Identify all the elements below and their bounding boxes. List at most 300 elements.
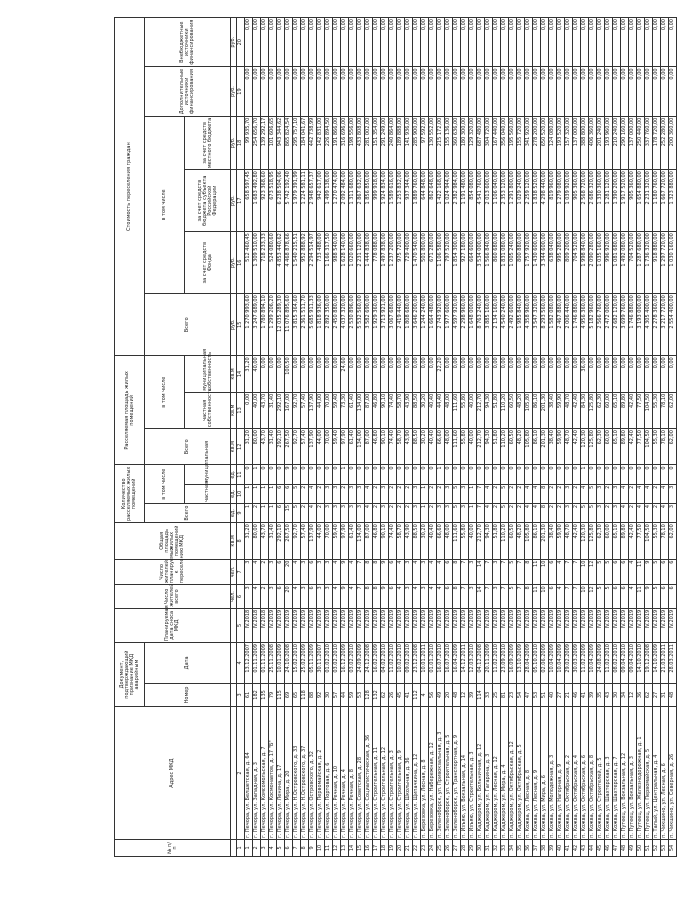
table-cell: 100,50 (285, 356, 293, 392)
table-cell: IV.2019 (301, 608, 309, 642)
table-row (445, 18, 453, 857)
table-cell: 250 440,00 (637, 116, 645, 170)
table-cell: 927 180,00 (461, 232, 469, 294)
table-cell: IV.2019 (485, 608, 493, 642)
table-row (501, 18, 509, 857)
table-cell: 38 (541, 839, 549, 856)
table-cell: 7 (485, 559, 493, 585)
table-cell: г. Печора, ул. Космонавтов, д. 17 "Б" (269, 707, 277, 840)
table-cell: 3 (493, 559, 501, 585)
table-cell: 21.03.2011 (661, 643, 669, 684)
column-number: 15 (237, 294, 245, 356)
table-cell: 137 000,00 (573, 116, 581, 170)
table-cell: 60,50 (509, 523, 517, 559)
table-cell: 97 592,00 (421, 116, 429, 170)
table-cell: IV.2019 (645, 608, 653, 642)
table-cell: 84,30 (581, 392, 589, 428)
table-cell: IV.2019 (293, 608, 301, 642)
table-cell: 11.02.2010 (389, 643, 397, 684)
table-cell: 44,00 (317, 392, 325, 428)
header-document: Документ, подтверждающий признание МКД аварийным (115, 643, 145, 707)
table-cell: 80,00 (253, 429, 261, 465)
table-row (589, 18, 597, 857)
table-cell: 141 936,00 (405, 116, 413, 170)
table-cell: 406 360,00 (589, 116, 597, 170)
table-cell: 21 (565, 683, 573, 707)
table-cell: 03.02.2010 (349, 643, 357, 684)
table-cell: 1 106 040,00 (493, 170, 501, 232)
table-cell: 24 (429, 839, 437, 856)
table-cell: 0,00 (397, 67, 405, 116)
table-cell: 61 (245, 683, 253, 707)
table-cell: 0,00 (669, 67, 677, 116)
table-row (429, 18, 437, 857)
table-cell: 200 360,00 (669, 116, 677, 170)
table-cell: 0 (485, 465, 493, 484)
table-cell: 48,70 (565, 392, 573, 428)
table-row (373, 18, 381, 857)
table-cell: 111,60 (453, 523, 461, 559)
table-cell: 8 (365, 559, 373, 585)
table-cell: 24.09.2009 (357, 643, 365, 684)
table-cell: 0,00 (469, 67, 477, 116)
table-cell: 1 566 840,00 (485, 232, 493, 294)
table-cell: 4 853 440,62 (277, 232, 285, 294)
table-cell: 22 (413, 839, 421, 856)
table-row (357, 18, 365, 857)
table-cell: 4 (397, 559, 405, 585)
table-cell: IV.2019 (533, 608, 541, 642)
table-cell: 201,30 (541, 429, 549, 465)
table-cell: 0,00 (413, 18, 421, 67)
table-cell: 0,00 (581, 67, 589, 116)
table-cell: 0,00 (357, 356, 365, 392)
table-cell: 8 (373, 585, 381, 609)
table-cell: 24.10.2008 (285, 643, 293, 684)
table-cell: 15 (285, 503, 293, 522)
table-cell: 5 (453, 503, 461, 522)
table-cell: 1 029 240,00 (517, 170, 525, 232)
table-cell: 4 358 960,00 (525, 294, 533, 356)
table-cell: 4 (661, 503, 669, 522)
table-cell: 0,00 (301, 356, 309, 392)
table-cell: 1 736 320,00 (645, 232, 653, 294)
table-cell: IV.2019 (373, 608, 381, 642)
table-cell: 111,60 (453, 429, 461, 465)
table-cell: 0,00 (645, 67, 653, 116)
table-cell: 62 (645, 683, 653, 707)
table-cell: 5 (581, 503, 589, 522)
table-cell: 2 (517, 503, 525, 522)
table-cell: 92,70 (293, 429, 301, 465)
table-cell: 316 696,00 (341, 116, 349, 170)
table-cell: 90,10 (381, 392, 389, 428)
table-cell: 139 292,17 (261, 116, 269, 170)
table-cell: 9 (309, 839, 317, 856)
table-cell: 6 (277, 585, 285, 609)
table-cell: 0,00 (373, 67, 381, 116)
table-cell: 0,00 (421, 356, 429, 392)
table-cell: 0,00 (549, 356, 557, 392)
table-cell: 155 136,00 (445, 116, 453, 170)
table-cell: 7 (573, 559, 581, 585)
table-cell: 1 746 880,00 (573, 294, 581, 356)
table-cell: 0,00 (285, 18, 293, 67)
table-cell: 0,00 (245, 392, 253, 428)
header-demolition: Планируемая дата сноса МКД (115, 608, 231, 642)
table-cell: 30.03.2009 (573, 643, 581, 684)
table-cell: 5 (589, 484, 597, 503)
table-cell: 201,30 (541, 523, 549, 559)
table-cell: 1 020 660,00 (349, 232, 357, 294)
table-cell: 3 (381, 503, 389, 522)
header-cost: Стоимость переселения граждан (115, 18, 145, 356)
table-cell: 70,00 (325, 392, 333, 428)
table-cell: 0,00 (429, 18, 437, 67)
table-cell: 15 (357, 839, 365, 856)
table-cell: 0 (605, 465, 613, 484)
table-cell: 1 106 580,00 (437, 232, 445, 294)
table-cell: 73,30 (341, 392, 349, 428)
table-cell: п. Кожва, ул. Октябрьская, д. 4 (573, 707, 581, 840)
table-cell: г. Печора, ул. Речная, д. 10 (333, 707, 341, 840)
table-row (669, 18, 677, 857)
table-cell: 918 880,00 (653, 232, 661, 294)
table-cell: 0 (501, 465, 509, 484)
table-cell: 6 238 504,06 (277, 170, 285, 232)
table-cell: 120,30 (581, 523, 589, 559)
table-cell: 15.02.2010 (293, 643, 301, 684)
table-cell: 996 920,00 (605, 232, 613, 294)
table-cell: 4 (485, 484, 493, 503)
table-cell: 673 518,95 (269, 170, 277, 232)
table-cell: 89,80 (621, 523, 629, 559)
table-cell: 3 (349, 503, 357, 522)
table-cell: 4 (533, 484, 541, 503)
unit-cell: чел. (231, 585, 237, 609)
table-cell: 13.10.2009 (517, 643, 525, 684)
table-cell: 105,80 (525, 392, 533, 428)
table-cell: п. Чикшино, ул. Лесная, д. 6 (661, 707, 669, 840)
table-cell: г. Печора, ул. Строительная, д. 12 (381, 707, 389, 840)
table-cell: 137,90 (309, 392, 317, 428)
table-cell: 3 (261, 839, 269, 856)
table-cell: 43,90 (405, 392, 413, 428)
table-cell: 0,00 (261, 67, 269, 116)
header-count-incl: в том числе (145, 465, 185, 504)
table-cell: 77,50 (637, 392, 645, 428)
table-cell: 9 (341, 559, 349, 585)
table-cell: 45 (397, 683, 405, 707)
header-cost-total: Всего (145, 294, 231, 356)
table-cell: 718 233,33 (261, 232, 269, 294)
table-cell: 29.02.2009 (565, 643, 573, 684)
table-cell: 74,40 (389, 429, 397, 465)
table-cell: 2 (605, 484, 613, 503)
table-cell: 2 (389, 484, 397, 503)
table-cell: 105,80 (525, 429, 533, 465)
table-cell: 3 547 320,00 (533, 294, 541, 356)
table-cell: 6 (613, 559, 621, 585)
table-cell: 0,00 (389, 18, 397, 67)
table-cell: 25 (493, 683, 501, 707)
table-cell: 2 (509, 484, 517, 503)
table-cell: 11 (533, 585, 541, 609)
table-cell: п. Кожва, ул. Шахтерская, д. 3 (605, 707, 613, 840)
table-cell: IV.2019 (605, 608, 613, 642)
table-cell: 3 193 000,00 (637, 294, 645, 356)
table-cell: 40 (549, 683, 557, 707)
table-cell: 1 808 680,00 (405, 294, 413, 356)
table-cell: 110,20 (501, 523, 509, 559)
table-cell: 0 (573, 465, 581, 484)
table-cell: г. Печора, ул. Ленина, д. 17 (277, 707, 285, 840)
table-cell: 254 656,70 (253, 116, 261, 170)
table-row (485, 18, 493, 857)
table-cell: 44 (341, 683, 349, 707)
table-cell: 0 (597, 465, 605, 484)
table-cell: 05.10.2010 (533, 643, 541, 684)
header-fund: за счет средств Фонда (185, 232, 231, 294)
table-cell: п. Каджером, ул. Лесная, д. 12 (493, 707, 501, 840)
table-cell: 0 (493, 465, 501, 484)
table-cell: 0,00 (477, 18, 485, 67)
table-cell: 8 (453, 559, 461, 585)
table-cell: 3 (317, 559, 325, 585)
table-cell: 70,00 (325, 429, 333, 465)
table-cell: 0 (653, 465, 661, 484)
table-cell: п. Изъяю, ул. Строительная, д. 3 (469, 707, 477, 840)
table-cell: 3 344 600,00 (541, 232, 549, 294)
table-cell: 8 (541, 503, 549, 522)
table-cell: 0 (645, 465, 653, 484)
header-area-incl: в том числе (145, 356, 185, 429)
table-cell: 2 (301, 503, 309, 522)
table-cell: 9 (381, 559, 389, 585)
table-cell: 0,00 (621, 18, 629, 67)
table-cell: 2 (397, 484, 405, 503)
table-cell: 2 090 280,00 (589, 232, 597, 294)
table-cell: 2 450 880,00 (333, 294, 341, 356)
table-cell: 48 (621, 839, 629, 856)
table-cell: 3 217 720,00 (661, 294, 669, 356)
table-cell: 3 (333, 484, 341, 503)
table-cell: 0,00 (365, 18, 373, 67)
column-number: 10 (237, 484, 245, 503)
table-cell: 2 361 511,70 (301, 294, 309, 356)
table-cell: 28.04.2009 (525, 643, 533, 684)
table-cell: 0,00 (477, 356, 485, 392)
table-cell: 291 249,00 (381, 116, 389, 170)
table-cell: IV.2019 (653, 608, 661, 642)
table-cell: 4 (525, 484, 533, 503)
table-cell: 2 (405, 484, 413, 503)
table-cell: 43 (581, 839, 589, 856)
table-cell: 137 000,00 (629, 116, 637, 170)
table-cell: 0,00 (629, 18, 637, 67)
table-cell: 5 742 192,40 (285, 170, 293, 232)
table-cell: 137,90 (309, 429, 317, 465)
table-cell: 0,00 (557, 67, 565, 116)
table-cell: 3 247 689,00 (253, 294, 261, 356)
table-cell: IV.2019 (285, 608, 293, 642)
table-row (317, 18, 325, 857)
table-cell: 0 (453, 465, 461, 484)
table-cell: 3 (461, 503, 469, 522)
table-cell: 0,00 (669, 18, 677, 67)
table-cell: 09.02.2010 (405, 643, 413, 684)
table-cell: 48,70 (565, 523, 573, 559)
table-cell: 0,00 (477, 67, 485, 116)
table-cell: 11 (637, 585, 645, 609)
column-number: 2 (237, 707, 245, 840)
table-cell: 0,00 (661, 67, 669, 116)
table-cell: 433 808,00 (357, 116, 365, 170)
table-cell: 59,40 (333, 392, 341, 428)
table-cell: 45 (597, 839, 605, 856)
column-number: 11 (237, 465, 245, 484)
table-cell: IV.2018 (261, 608, 269, 642)
table-cell: 905 360,00 (573, 170, 581, 232)
table-cell: 1 664 480,00 (429, 294, 437, 356)
table-cell: 0,00 (581, 18, 589, 67)
table-cell: 195 560,00 (509, 116, 517, 170)
table-cell: г. Печора, ул. Щипачкина, д. 12 (413, 707, 421, 840)
table-cell: 4 (645, 484, 653, 503)
table-cell: 10.04.2009 (589, 643, 597, 684)
table-cell: 9 (645, 585, 653, 609)
table-cell: 0,00 (349, 67, 357, 116)
table-cell: 1 (437, 465, 445, 484)
column-number: 19 (237, 67, 245, 116)
table-cell: 0 (445, 465, 453, 484)
table-cell: 16.07.2010 (445, 643, 453, 684)
table-cell: 1 279 080,00 (557, 170, 565, 232)
table-cell: 6 (389, 585, 397, 609)
table-cell: 08.02.2010 (613, 643, 621, 684)
table-cell: 7 (501, 585, 509, 609)
table-cell: 1 628 140,00 (341, 232, 349, 294)
table-cell: 7 (357, 559, 365, 585)
table-cell: 0,00 (405, 356, 413, 392)
table-cell: 2 (437, 484, 445, 503)
table-cell: 0,00 (429, 356, 437, 392)
table-row (261, 18, 269, 857)
table-cell: 292,10 (277, 392, 285, 428)
table-cell: 988 540,00 (333, 232, 341, 294)
table-cell: 60,00 (605, 429, 613, 465)
table-cell: 860 680,00 (493, 232, 501, 294)
table-cell: 42,40 (629, 523, 637, 559)
table-cell: 9 (341, 585, 349, 609)
table-cell: 1 430 600,00 (533, 232, 541, 294)
table-row (645, 18, 653, 857)
table-cell: IV.2019 (381, 608, 389, 642)
table-cell: 0,00 (317, 18, 325, 67)
table-cell: 1 683 492,80 (253, 170, 261, 232)
table-cell: 1 030 160,00 (669, 232, 677, 294)
table-cell: 7 (477, 503, 485, 522)
table-cell: п. Путеец, ул. Вокзальная, д. 3 (629, 707, 637, 840)
table-cell: 65 (293, 683, 301, 707)
table-cell: 0,00 (517, 67, 525, 116)
table-cell: 198 556,00 (349, 116, 357, 170)
table-cell: 12 (629, 683, 637, 707)
table-cell: 4 (533, 503, 541, 522)
table-cell: 129 320,00 (469, 116, 477, 170)
header-area-total: Всего (145, 429, 231, 465)
table-cell: 0,00 (517, 18, 525, 67)
table-cell: IV.2019 (613, 608, 621, 642)
table-cell: 114 (477, 683, 485, 707)
table-cell: 0 (245, 465, 253, 484)
table-cell: 4 (293, 585, 301, 609)
table-cell: 1 582 080,00 (549, 294, 557, 356)
table-cell: 90,10 (381, 429, 389, 465)
table-cell: 1 270 993,60 (245, 294, 253, 356)
table-cell: 0,00 (277, 67, 285, 116)
table-cell: 59,90 (557, 392, 565, 428)
table-cell: 151 354,00 (373, 116, 381, 170)
table-cell: 24.08.2009 (597, 643, 605, 684)
table-cell: 0 (373, 465, 381, 484)
table-cell: IV.2019 (437, 608, 445, 642)
table-cell: 58,70 (397, 523, 405, 559)
table-cell: 267,50 (285, 523, 293, 559)
table-cell: 0 (621, 465, 629, 484)
table-cell: 0,00 (333, 356, 341, 392)
table-cell: 0 (317, 465, 325, 484)
table-row (293, 18, 301, 857)
table-cell: 7 (485, 585, 493, 609)
table-cell: 29 (469, 839, 477, 856)
table-cell: 2 530 896,00 (349, 294, 357, 356)
table-cell: 28 (461, 839, 469, 856)
table-cell: 6 (309, 559, 317, 585)
table-cell: 155 720,00 (517, 116, 525, 170)
table-row (605, 18, 613, 857)
table-cell: 1 (245, 484, 253, 503)
table-cell: 7 (477, 484, 485, 503)
table-cell: 56 (429, 683, 437, 707)
table-cell: 53 (533, 683, 541, 707)
table-cell: 2 (373, 484, 381, 503)
table-row (285, 18, 293, 857)
table-cell: 86,10 (533, 523, 541, 559)
table-cell: 0 (421, 465, 429, 484)
table-cell: 0,00 (445, 67, 453, 116)
table-cell: 1 244 240,00 (421, 294, 429, 356)
column-numbers-row (237, 18, 245, 857)
table-cell: 2 (261, 585, 269, 609)
table-cell: IV.2019 (317, 608, 325, 642)
column-number: 18 (237, 116, 245, 170)
table-cell: п. Путеец, ул. Первомайская, д. 5 (645, 707, 653, 840)
table-cell: 31,40 (269, 523, 277, 559)
table-cell: 0,00 (565, 67, 573, 116)
table-cell: 55,30 (653, 523, 661, 559)
table-row (509, 18, 517, 857)
table-row (421, 18, 429, 857)
table-cell: 94,30 (485, 523, 493, 559)
table-header (115, 18, 245, 857)
table-cell: 0,00 (405, 67, 413, 116)
table-cell: 4 (621, 503, 629, 522)
table-cell: 1 780 894,10 (261, 294, 269, 356)
table-row (637, 18, 645, 857)
table-cell: 0,00 (325, 18, 333, 67)
table-cell: 0,00 (349, 356, 357, 392)
